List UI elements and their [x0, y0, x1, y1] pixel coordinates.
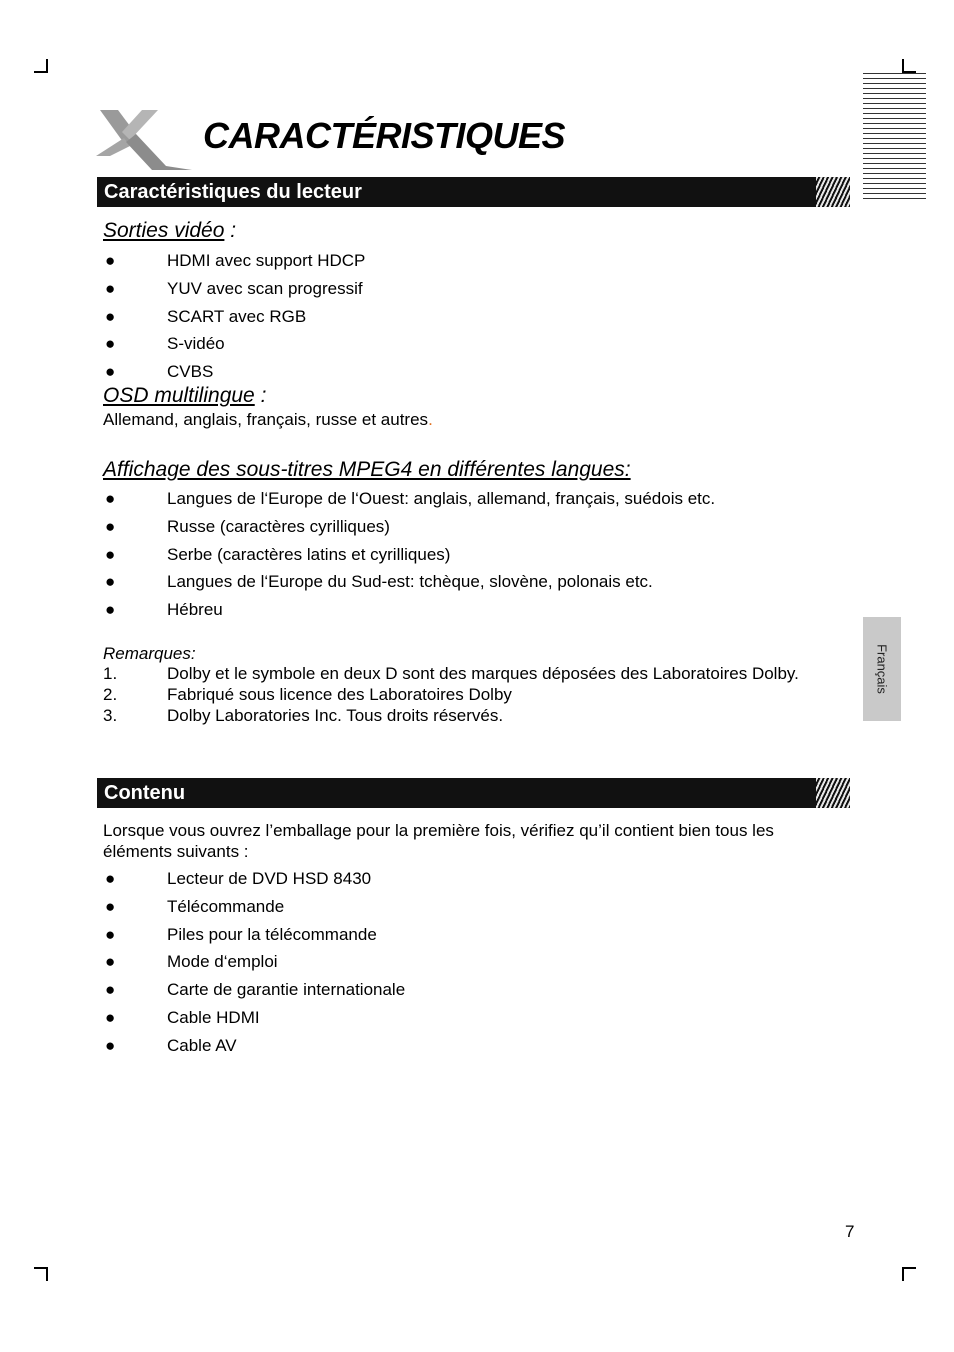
crop-mark-top-left [34, 59, 48, 73]
bullet-icon: ● [105, 489, 116, 508]
list-item-text: Russe (caractères cyrilliques) [167, 516, 390, 536]
crop-mark-bottom-left [34, 1267, 48, 1281]
list-item-text: Hébreu [167, 600, 223, 620]
bullet-icon: ● [105, 1035, 116, 1055]
bullet-icon: ● [105, 924, 116, 944]
subtitles-heading-text: Affichage des sous-titres MPEG4 en différentes langues: [103, 458, 631, 481]
list-item-text: Langues de l‘Europe de l‘Ouest: anglais, allemand, français, suédois etc. [167, 489, 716, 508]
subtitles-heading [103, 457, 631, 483]
crop-mark-top-right [902, 59, 916, 73]
bullet-icon: ● [105, 600, 116, 620]
osd-languages: Allemand, anglais, français, russe et autres [103, 410, 429, 429]
list-item-text: SCART avec RGB [167, 306, 307, 326]
list-item-text: S-vidéo [167, 334, 225, 354]
section-header-pattern [816, 177, 850, 207]
list-item-text: Langues de l‘Europe du Sud-est: tchèque, slovène, polonais etc. [167, 572, 653, 592]
language-tab [863, 617, 901, 721]
crop-mark-bottom-right [902, 1267, 916, 1281]
page-title: CARACTÉRISTIQUES [203, 115, 566, 156]
bullet-icon: ● [105, 952, 116, 972]
language-tab-label: Français [874, 644, 890, 694]
bullet-icon: ● [105, 362, 116, 382]
section-header-label: Caractéristiques du lecteur [104, 181, 362, 203]
osd-heading-suffix: : [254, 384, 267, 407]
section-header-label: Contenu [104, 782, 186, 804]
bullet-icon: ● [105, 516, 116, 536]
list-item-text: Lecteur de DVD HSD 8430 [167, 869, 372, 888]
list-item-text: Cable HDMI [167, 1007, 260, 1027]
video-outputs-heading [103, 218, 236, 244]
remark-number: 3. [103, 706, 118, 725]
list-item-text: CVBS [167, 362, 214, 382]
section-header-contents [97, 778, 850, 808]
remark-number: 1. [103, 664, 118, 683]
osd-languages-text [103, 409, 433, 430]
bullet-icon: ● [105, 278, 116, 298]
remark-text: Dolby et le symbole en deux D sont des marques déposées des Laboratoires Dolby. [167, 664, 799, 683]
section-header-player-features [97, 177, 850, 207]
video-outputs-heading-text: Sorties vidéo [103, 219, 225, 242]
list-item-text: Télécommande [167, 896, 285, 916]
list-item-text: Carte de garantie internationale [167, 980, 406, 1000]
video-outputs-heading-suffix: : [224, 219, 237, 242]
bullet-icon: ● [105, 544, 116, 564]
list-item-text: Serbe (caractères latins et cyrilliques) [167, 544, 451, 564]
list-item-text: Mode d‘emploi [167, 952, 278, 972]
bullet-icon: ● [105, 1007, 116, 1027]
remark-number: 2. [103, 685, 118, 704]
section-header-pattern [816, 778, 850, 808]
bullet-icon: ● [105, 306, 116, 326]
bullet-icon: ● [105, 572, 116, 592]
list-item-text: Piles pour la télécommande [167, 924, 377, 944]
osd-languages-period: . [428, 410, 433, 429]
list-item-text: YUV avec scan progressif [167, 278, 363, 298]
bullet-icon: ● [105, 251, 116, 270]
decorative-stripes [863, 73, 926, 199]
bullet-icon: ● [105, 869, 116, 888]
x-logo-icon [96, 108, 192, 172]
osd-heading-text: OSD multilingue [103, 384, 255, 407]
bullet-icon: ● [105, 896, 116, 916]
bullet-icon: ● [105, 980, 116, 1000]
contents-intro-text: Lorsque vous ouvrez l’emballage pour la première fois, vérifiez qu’il contient bien tous les éléments suivants : [103, 821, 774, 861]
page-number: 7 [845, 1222, 855, 1241]
remark-text: Dolby Laboratories Inc. Tous droits réservés. [167, 706, 504, 725]
list-item-text: Cable AV [167, 1035, 237, 1055]
remarks-heading: Remarques: [103, 644, 196, 663]
osd-heading [103, 383, 266, 409]
remark-text: Fabriqué sous licence des Laboratoires Dolby [167, 685, 512, 704]
list-item-text: HDMI avec support HDCP [167, 251, 366, 270]
bullet-icon: ● [105, 334, 116, 354]
